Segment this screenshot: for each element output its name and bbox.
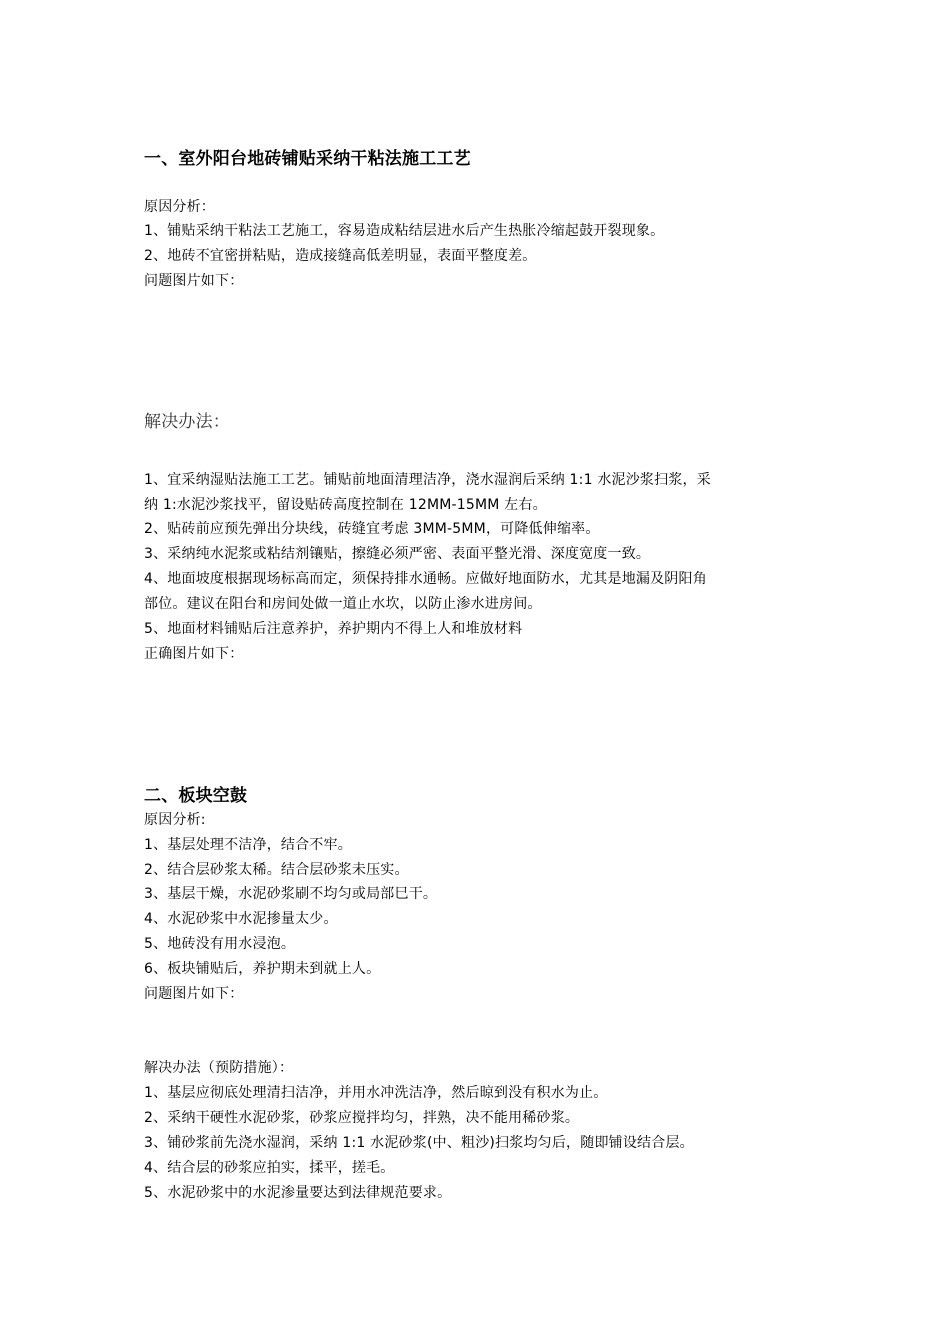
section-1-solution-1b: 纳 1:水泥沙浆找平，留设贴砖高度控制在 12MM-15MM 左右。 bbox=[144, 497, 547, 513]
section-2-title: 二、板块空鼓 bbox=[144, 786, 248, 806]
section-2-problem-pic-label: 问题图片如下： bbox=[144, 986, 244, 1002]
section-1-solution-2: 2、贴砖前应预先弹出分块线，砖缝宜考虑 3MM-5MM，可降低伸缩率。 bbox=[144, 521, 600, 537]
section-1-solution-label: 解决办法： bbox=[144, 412, 230, 432]
section-2-cause-3: 3、基层干燥，水泥砂浆刷不均匀或局部巳干。 bbox=[144, 886, 438, 902]
section-1-solution-5: 5、地面材料铺贴后注意养护，养护期内不得上人和堆放材料 bbox=[144, 621, 523, 637]
section-2-cause-2: 2、结合层砂浆太稀。结合层砂浆未压实。 bbox=[144, 862, 409, 878]
section-2-solution-5: 5、水泥砂浆中的水泥渗量要达到法律规范要求。 bbox=[144, 1185, 452, 1201]
section-2-cause-6: 6、板块铺贴后，养护期未到就上人。 bbox=[144, 961, 381, 977]
section-2-cause-5: 5、地砖没有用水浸泡。 bbox=[144, 936, 296, 952]
section-1-problem-pic-label: 问题图片如下： bbox=[144, 273, 244, 289]
section-2-cause-4: 4、水泥砂浆中水泥掺量太少。 bbox=[144, 911, 338, 927]
section-1-solution-4b: 部位。建议在阳台和房间处做一道止水坎，以防止渗水进房间。 bbox=[144, 596, 542, 612]
section-1-cause-1: 1、铺贴采纳干粘法工艺施工，容易造成粘结层进水后产生热胀冷缩起鼓开裂现象。 bbox=[144, 223, 665, 239]
section-1-cause-label: 原因分析： bbox=[144, 199, 215, 215]
section-1-correct-pic-label: 正确图片如下： bbox=[144, 646, 244, 662]
section-2-solution-4: 4、结合层的砂浆应拍实，揉平，搓毛。 bbox=[144, 1160, 395, 1176]
section-1-title: 一、室外阳台地砖铺贴采纳干粘法施工工艺 bbox=[144, 149, 471, 169]
section-2-solution-3: 3、铺砂浆前先浇水湿润，采纳 1:1 水泥砂浆(中、粗沙)扫浆均匀后，随即铺设结合层。 bbox=[144, 1135, 694, 1151]
section-1-cause-2: 2、地砖不宜密拼粘贴，造成接缝高低差明显，表面平整度差。 bbox=[144, 248, 537, 264]
section-2-cause-label: 原因分析: bbox=[144, 812, 206, 828]
section-2-solution-1: 1、基层应彻底处理清扫洁净，并用水冲洗洁净，然后晾到没有积水为止。 bbox=[144, 1085, 608, 1101]
section-1-solution-3: 3、采纳纯水泥浆或粘结剂镶贴，擦缝必须严密、表面平整光滑、深度宽度一致。 bbox=[144, 546, 651, 562]
section-1-solution-1a: 1、宜采纳湿贴法施工工艺。铺贴前地面清理洁净，浇水湿润后采纳 1:1 水泥沙浆扫浆，采 bbox=[144, 472, 711, 488]
section-2-cause-1: 1、基层处理不洁净，结合不牢。 bbox=[144, 837, 352, 853]
section-2-solution-2: 2、采纳干硬性水泥砂浆，砂浆应搅拌均匀，拌熟，决不能用稀砂浆。 bbox=[144, 1110, 580, 1126]
section-2-solution-label: 解决办法（预防措施）： bbox=[144, 1060, 294, 1076]
section-1-solution-4a: 4、地面坡度根据现场标高而定，须保持排水通畅。应做好地面防水，尤其是地漏及阴阳角 bbox=[144, 571, 707, 587]
